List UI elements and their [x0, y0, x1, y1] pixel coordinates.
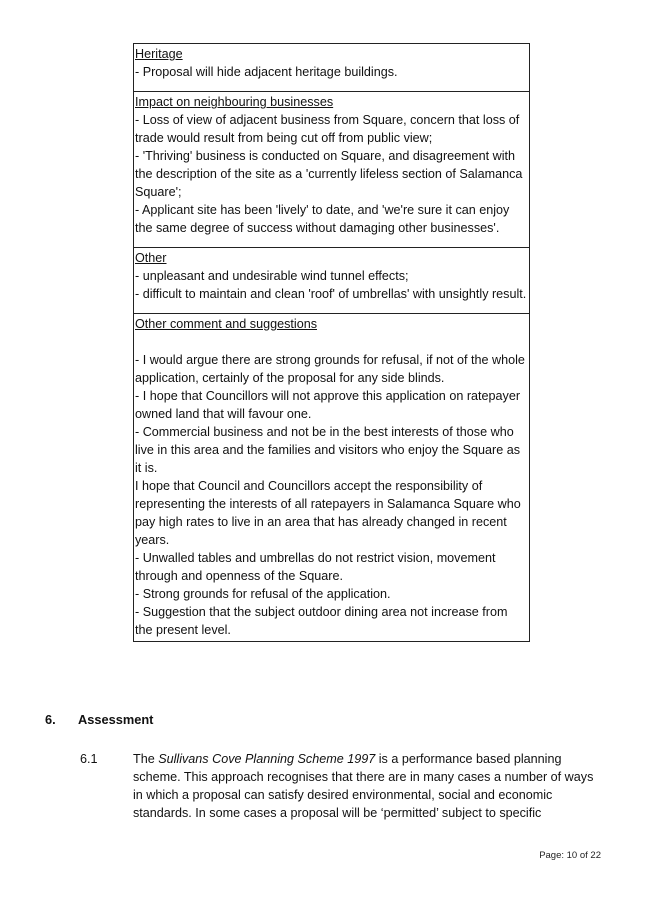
- heritage-heading: Heritage: [135, 47, 183, 61]
- impact-line: Square';: [135, 185, 182, 199]
- comments-line: representing the interests of all ratepayers in Salamanca Square who: [135, 497, 521, 511]
- comments-line: - Suggestion that the subject outdoor dining area not increase from: [135, 605, 508, 619]
- paragraph-line: [133, 750, 603, 768]
- comments-line: years.: [135, 533, 170, 547]
- paragraph-number: 6.1: [80, 752, 98, 766]
- paragraph-text: [133, 750, 603, 822]
- other-heading: Other: [135, 251, 167, 265]
- comments-line: - Strong grounds for refusal of the application.: [135, 587, 391, 601]
- impact-line: - 'Thriving' business is conducted on Square, and disagreement with: [135, 149, 516, 163]
- other-line: - difficult to maintain and clean 'roof' of umbrellas' with unsightly result.: [135, 287, 527, 301]
- comments-line: - Commercial business and not be in the best interests of those who: [135, 425, 514, 439]
- section-number: 6.: [45, 712, 56, 727]
- comments-line: - I hope that Councillors will not approve this application on ratepayer: [135, 389, 521, 403]
- impact-line: the same degree of success without damaging other businesses'.: [135, 221, 500, 235]
- comments-line: owned land that will favour one.: [135, 407, 312, 421]
- comments-line: live in this area and the families and visitors who enjoy the Square as: [135, 443, 521, 457]
- heritage-line: - Proposal will hide adjacent heritage buildings.: [135, 65, 398, 79]
- comments-line: - I would argue there are strong grounds for refusal, if not of the whole: [135, 353, 525, 367]
- paragraph-intro: The: [133, 752, 159, 766]
- other-cell: [134, 247, 529, 313]
- paragraph-first-rest: is a performance based planning: [375, 752, 562, 766]
- comments-line: - Unwalled tables and umbrellas do not restrict vision, movement: [135, 551, 496, 565]
- comments-line: the present level.: [135, 623, 231, 637]
- impact-line: - Applicant site has been 'lively' to date, and 'we're sure it can enjoy: [135, 203, 510, 217]
- comments-heading: Other comment and suggestions: [135, 317, 318, 331]
- impact-line: trade would result from being cut off from public view;: [135, 131, 433, 145]
- comments-line: pay high rates to live in an area that has already changed in recent: [135, 515, 507, 529]
- page-number: Page: 10 of 22: [539, 850, 601, 861]
- impact-line: the description of the site as a 'currently lifeless section of Salamanca: [135, 167, 523, 181]
- comments-cell: [134, 313, 529, 641]
- other-line: - unpleasant and undesirable wind tunnel effects;: [135, 269, 409, 283]
- heritage-cell: [134, 44, 529, 91]
- impact-line: - Loss of view of adjacent business from Square, concern that loss of: [135, 113, 520, 127]
- impact-heading: Impact on neighbouring businesses: [135, 95, 334, 109]
- comments-line: I hope that Council and Councillors accept the responsibility of: [135, 479, 483, 493]
- comments-line: application, certainly of the proposal for any side blinds.: [135, 371, 445, 385]
- paragraph-line: standards. In some cases a proposal will be ‘permitted’ subject to specific: [133, 806, 542, 820]
- comments-table: [133, 43, 530, 642]
- comments-line: it is.: [135, 461, 158, 475]
- paragraph-line: in which a proposal can satisfy desired environmental, social and economic: [133, 788, 553, 802]
- impact-cell: [134, 91, 529, 247]
- blank-line: [135, 333, 529, 351]
- paragraph-line: scheme. This approach recognises that there are in many cases a number of ways: [133, 770, 594, 784]
- section-title: Assessment: [78, 712, 154, 727]
- scheme-name: Sullivans Cove Planning Scheme 1997: [158, 752, 376, 766]
- comments-line: through and openness of the Square.: [135, 569, 343, 583]
